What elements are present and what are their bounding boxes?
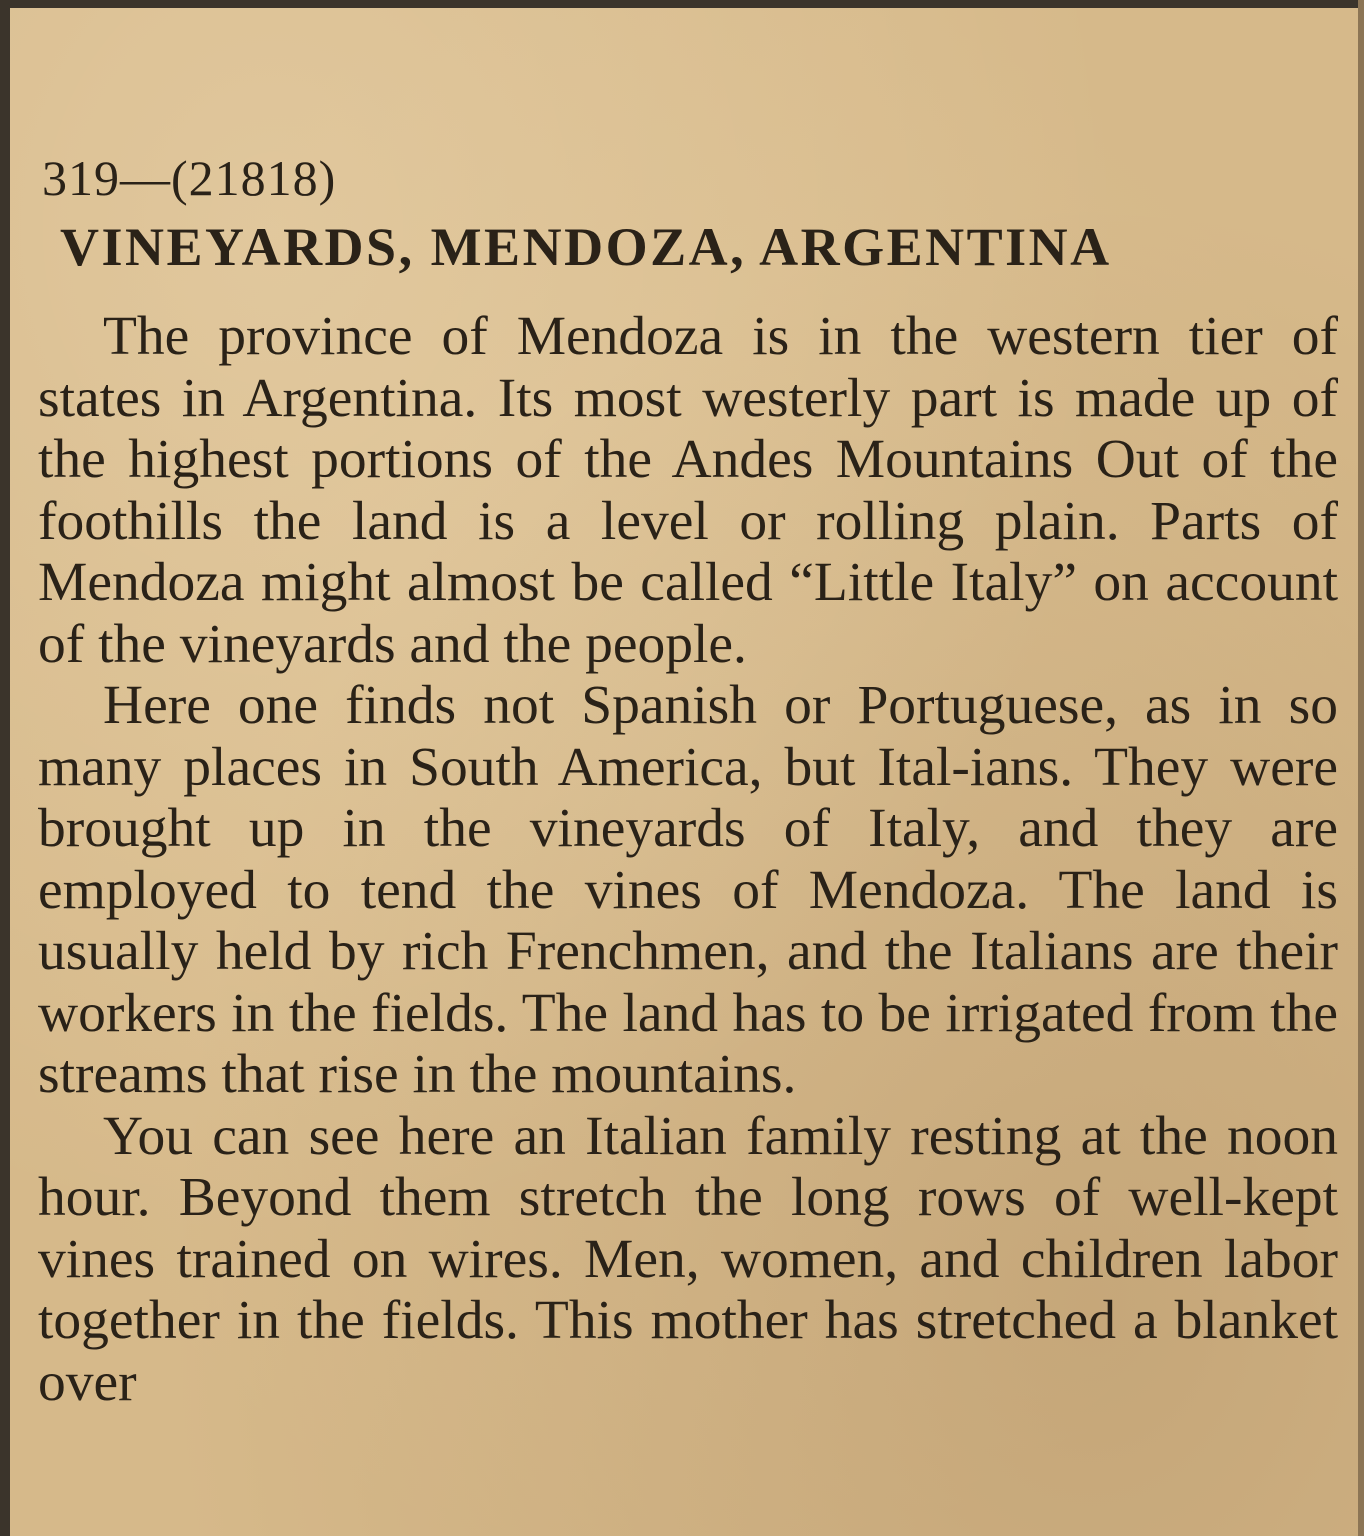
- card-right-edge: [1358, 0, 1364, 1536]
- card-number: 319—(21818): [42, 150, 337, 206]
- paragraph-3: You can see here an Italian family resting at the noon hour. Beyond them stretch the long rows of well-kept vines trained on wires. Men, women, and children labor together in the fields. This mother has stretched a blanket over: [38, 1105, 1338, 1413]
- card-top-edge: [0, 0, 1364, 8]
- card-title: VINEYARDS, MENDOZA, ARGENTINA: [60, 217, 1112, 277]
- paragraph-2: Here one finds not Spanish or Portuguese, as in so many places in South America, but Ital-ians. They were brought up in the vineyards of Italy, and they are employed to tend the vines of Mendoza. The land is usually held by rich Frenchmen, and the Italians are their workers in the fields. The land has to be irrigated from the streams that rise in the mountains.: [38, 675, 1338, 1105]
- card-left-edge: [0, 0, 10, 1536]
- card-body: [38, 306, 1338, 1413]
- paragraph-1: The province of Mendoza is in the western tier of states in Argentina. Its most westerly part is made up of the highest portions of the Andes Mountains Out of the foothills the land is a level or rolling plain. Parts of Mendoza might almost be called “Little Italy” on account of the vineyards and the people.: [38, 306, 1338, 675]
